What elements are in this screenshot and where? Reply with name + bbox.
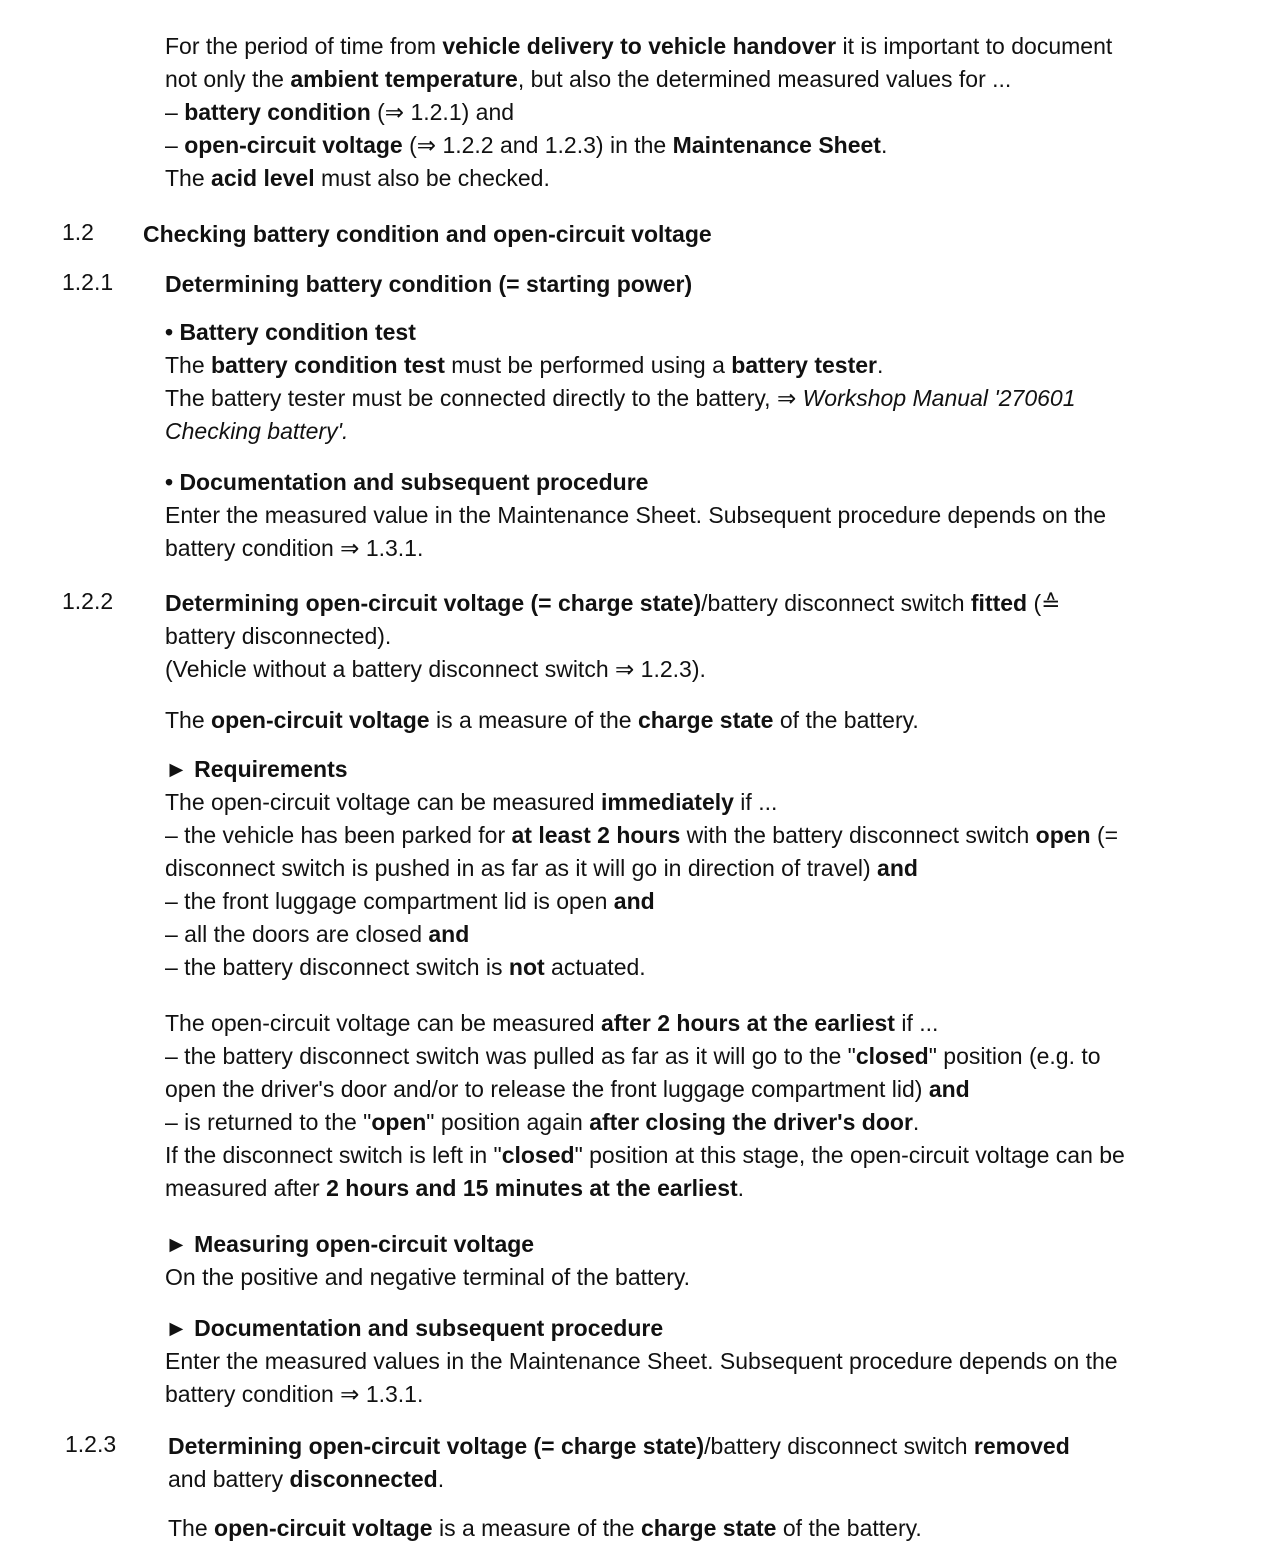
subheading-documentation: ► Documentation and subsequent procedure xyxy=(165,1315,664,1341)
emphasis: Determining open-circuit voltage (= charge state) xyxy=(168,1433,705,1459)
heading-line-3: (Vehicle without a battery disconnect switch ⇒ 1.2.3). xyxy=(165,656,706,682)
measure-statement-2 xyxy=(168,1512,1188,1545)
req-line-4 xyxy=(165,885,1185,918)
text: The xyxy=(165,707,212,733)
text: . xyxy=(912,1109,920,1135)
intro-line-2 xyxy=(165,63,1185,96)
text: . xyxy=(437,1466,445,1492)
intro-line-5 xyxy=(165,162,1185,195)
text: The battery tester must be connected directly to the battery, xyxy=(165,385,777,411)
emphasis: open-circuit voltage xyxy=(211,707,430,733)
req-line-6 xyxy=(165,951,1185,984)
emphasis: removed xyxy=(973,1433,1070,1459)
documentation-procedure-2 xyxy=(165,1312,1185,1411)
text: " position at this stage, the open-circuit voltage can be xyxy=(574,1142,1125,1168)
text: is a measure of the xyxy=(429,707,638,733)
emphasis: charge state xyxy=(640,1515,777,1541)
req-line-3 xyxy=(165,852,1185,885)
section-heading-1-2-3 xyxy=(168,1430,1188,1496)
text: is a measure of the xyxy=(432,1515,641,1541)
text: If the disconnect switch is left in " xyxy=(165,1142,502,1168)
text: – the battery disconnect switch was pulled as far as it will go to the " xyxy=(165,1043,856,1069)
measure-line xyxy=(168,1512,1188,1545)
subheading-battery-condition-test: • Battery condition test xyxy=(165,319,416,345)
emphasis: open-circuit voltage xyxy=(214,1515,433,1541)
text: The xyxy=(168,1515,215,1541)
test-line-1 xyxy=(165,349,1185,382)
section-number-1-2-3: 1.2.3 xyxy=(65,1431,117,1457)
text: The open-circuit voltage can be measured xyxy=(165,789,601,815)
text: – all the doors are closed xyxy=(165,921,429,947)
text: The xyxy=(165,352,212,378)
text: . xyxy=(880,132,888,158)
intro-paragraph xyxy=(165,30,1185,195)
text: " position again xyxy=(426,1109,590,1135)
workshop-manual-reference: ⇒ Workshop Manual '270601 xyxy=(776,385,1076,411)
text: with the battery disconnect switch xyxy=(680,822,1036,848)
section-number-1-2-1: 1.2.1 xyxy=(62,269,114,295)
subheading-documentation: • Documentation and subsequent procedure xyxy=(165,469,649,495)
text: (⇒ 1.2.2 and 1.2.3) in the xyxy=(402,132,673,158)
section-heading-1-2-1: Determining battery condition (= starting power) xyxy=(165,271,693,297)
text: – the front luggage compartment lid is open xyxy=(165,888,614,914)
req-line-2 xyxy=(165,819,1185,852)
test-line-3 xyxy=(165,415,1185,448)
measuring-text: On the positive and negative terminal of the battery. xyxy=(165,1264,691,1290)
heading-line-1 xyxy=(165,587,1185,620)
text: The xyxy=(165,165,212,191)
text: – is returned to the " xyxy=(165,1109,372,1135)
emphasis: after 2 hours at the earliest xyxy=(600,1010,895,1036)
test-line-2 xyxy=(165,382,1185,415)
emphasis: closed xyxy=(855,1043,929,1069)
emphasis: open-circuit voltage xyxy=(184,132,403,158)
emphasis: immediately xyxy=(600,789,734,815)
after-two-hours xyxy=(165,1007,1185,1205)
subheading-measuring: ► Measuring open-circuit voltage xyxy=(165,1231,535,1257)
doc-line-1: Enter the measured values in the Maintenance Sheet. Subsequent procedure depends on the xyxy=(165,1348,1118,1374)
emphasis: open xyxy=(1035,822,1091,848)
measure-statement xyxy=(165,704,1185,737)
intro-line-1 xyxy=(165,30,1185,63)
text: of the battery. xyxy=(773,707,919,733)
emphasis: battery tester xyxy=(731,352,877,378)
text: disconnect switch is pushed in as far as it will go in direction of travel) xyxy=(165,855,878,881)
emphasis: and xyxy=(928,1076,970,1102)
emphasis: ambient temperature xyxy=(290,66,518,92)
requirements xyxy=(165,753,1185,984)
req-line-1 xyxy=(165,786,1185,819)
req-line-5 xyxy=(165,918,1185,951)
text: must also be checked. xyxy=(314,165,550,191)
text: /battery disconnect switch xyxy=(701,590,971,616)
emphasis: at least 2 hours xyxy=(511,822,681,848)
text: measured after xyxy=(165,1175,327,1201)
after-line-5 xyxy=(165,1139,1185,1172)
measuring-open-circuit-voltage xyxy=(165,1228,1185,1294)
text: if ... xyxy=(733,789,778,815)
doc-line-1: Enter the measured value in the Maintenance Sheet. Subsequent procedure depends on the xyxy=(165,502,1107,528)
emphasis: closed xyxy=(501,1142,575,1168)
emphasis: disconnected xyxy=(289,1466,438,1492)
text: . xyxy=(737,1175,745,1201)
text: (≙ xyxy=(1027,590,1061,616)
after-line-1 xyxy=(165,1007,1185,1040)
text: (= xyxy=(1090,822,1119,848)
text: . xyxy=(877,352,884,378)
text: of the battery. xyxy=(776,1515,922,1541)
emphasis: battery condition xyxy=(184,99,371,125)
emphasis: Determining open-circuit voltage (= charge state) xyxy=(165,590,702,616)
text: it is important to document xyxy=(836,33,1113,59)
text: not only the xyxy=(165,66,291,92)
text: /battery disconnect switch xyxy=(704,1433,974,1459)
emphasis: after closing the driver's door xyxy=(589,1109,913,1135)
heading-line-1 xyxy=(168,1430,1188,1463)
emphasis: and xyxy=(428,921,470,947)
heading-line-2 xyxy=(168,1463,1188,1496)
documentation-procedure-1 xyxy=(165,466,1185,565)
text: – xyxy=(165,99,185,125)
emphasis: charge state xyxy=(637,707,774,733)
text: (⇒ 1.2.1) and xyxy=(370,99,515,125)
subheading-requirements: ► Requirements xyxy=(165,756,348,782)
section-heading-1-2: Checking battery condition and open-circuit voltage xyxy=(143,221,712,247)
intro-line-3 xyxy=(165,96,1185,129)
text: must be performed using a xyxy=(444,352,732,378)
intro-line-4 xyxy=(165,129,1185,162)
text: – the vehicle has been parked for xyxy=(165,822,512,848)
emphasis: and xyxy=(613,888,655,914)
emphasis: fitted xyxy=(970,590,1028,616)
section-number-1-2-2: 1.2.2 xyxy=(62,588,114,614)
after-line-4 xyxy=(165,1106,1185,1139)
text: and battery xyxy=(168,1466,290,1492)
emphasis: open xyxy=(371,1109,427,1135)
text: For the period of time from xyxy=(165,33,443,59)
text: – the battery disconnect switch is xyxy=(165,954,509,980)
emphasis: not xyxy=(508,954,545,980)
emphasis: 2 hours and 15 minutes at the earliest xyxy=(326,1175,738,1201)
after-line-2 xyxy=(165,1040,1185,1073)
doc-line-2: battery condition ⇒ 1.3.1. xyxy=(165,1381,424,1407)
emphasis: Maintenance Sheet xyxy=(672,132,881,158)
text: The open-circuit voltage can be measured xyxy=(165,1010,601,1036)
text: , but also the determined measured values for ... xyxy=(517,66,1012,92)
text: open the driver's door and/or to release the front luggage compartment lid) xyxy=(165,1076,929,1102)
text: " position (e.g. to xyxy=(928,1043,1101,1069)
after-line-6 xyxy=(165,1172,1185,1205)
text: if ... xyxy=(894,1010,939,1036)
text: – xyxy=(165,132,185,158)
measure-line xyxy=(165,704,1185,737)
emphasis: vehicle delivery to vehicle handover xyxy=(442,33,837,59)
section-heading-1-2-2 xyxy=(165,587,1185,686)
battery-condition-test xyxy=(165,316,1185,448)
emphasis: acid level xyxy=(211,165,315,191)
heading-line-2: battery disconnected). xyxy=(165,623,392,649)
doc-line-2: battery condition ⇒ 1.3.1. xyxy=(165,535,424,561)
after-line-3 xyxy=(165,1073,1185,1106)
emphasis: battery condition test xyxy=(211,352,445,378)
section-number-1-2: 1.2 xyxy=(62,219,94,245)
emphasis: and xyxy=(877,855,918,881)
text: actuated. xyxy=(544,954,646,980)
workshop-manual-reference: Checking battery'. xyxy=(165,418,349,444)
